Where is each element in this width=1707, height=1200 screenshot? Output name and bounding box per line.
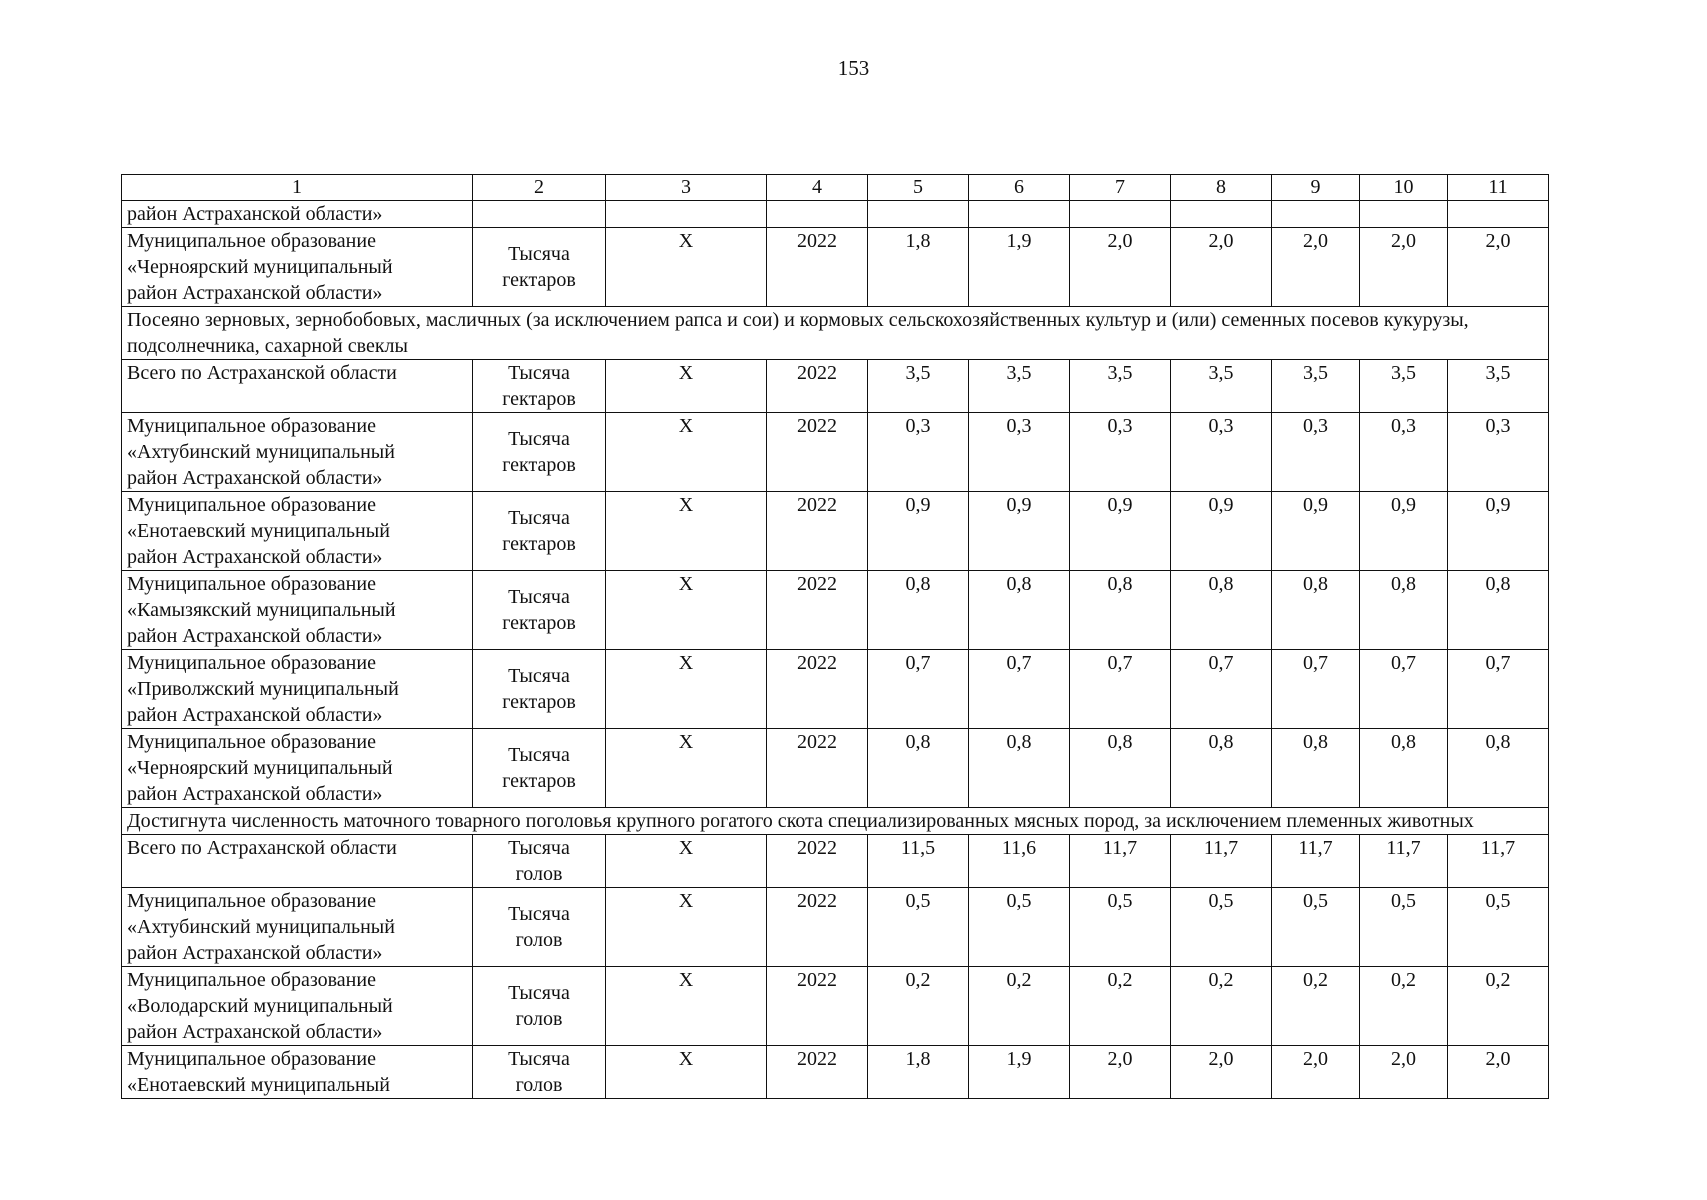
value-cell: 0,2 — [1171, 967, 1272, 1046]
value-cell: 11,5 — [868, 835, 969, 888]
table-row — [122, 650, 1549, 729]
value-cell: 1,9 — [969, 228, 1070, 307]
value-cell: 0,8 — [1171, 571, 1272, 650]
value-cell: 0,9 — [1360, 492, 1448, 571]
table-row — [122, 360, 1549, 413]
region-name-cell — [122, 201, 473, 228]
unit-line: Тысяча — [508, 665, 570, 687]
value-cell: 0,7 — [1171, 650, 1272, 729]
value-cell: 0,5 — [868, 888, 969, 967]
value-cell: 1,8 — [868, 228, 969, 307]
value-cell: 0,9 — [1448, 492, 1549, 571]
value-cell: 0,3 — [1171, 413, 1272, 492]
value-cell: 0,3 — [868, 413, 969, 492]
year-cell: 2022 — [767, 650, 868, 729]
value-cell — [1272, 201, 1360, 228]
value-cell: 3,5 — [868, 360, 969, 413]
region-name-line: «Ахтубинский муниципальный — [127, 916, 395, 938]
region-name-line: район Астраханской области» — [127, 942, 383, 964]
unit-cell — [473, 888, 606, 967]
value-cell: 0,2 — [1070, 967, 1171, 1046]
value-cell: 0,8 — [868, 571, 969, 650]
value-cell: 0,9 — [1171, 492, 1272, 571]
year-cell: 2022 — [767, 228, 868, 307]
value-cell: 0,7 — [1360, 650, 1448, 729]
header-cell: 1 — [122, 175, 473, 201]
unit-cell — [473, 492, 606, 571]
region-name-line: Всего по Астраханской области — [127, 837, 397, 859]
unit-cell — [473, 360, 606, 413]
unit-line: гектаров — [502, 691, 576, 713]
section-title: Посеяно зерновых, зернобобовых, масличных (за исключением рапса и сои) и кормовых сельскохозяйственных культур и (или) семенных посевов кукурузы, подсолнечника, сахарной свеклы — [122, 307, 1549, 360]
region-name-line: район Астраханской области» — [127, 625, 383, 647]
value-cell: 2,0 — [1070, 228, 1171, 307]
value-cell: 0,5 — [1070, 888, 1171, 967]
region-name-line: район Астраханской области» — [127, 783, 383, 805]
value-cell: 2,0 — [1448, 228, 1549, 307]
unit-line: Тысяча — [508, 586, 570, 608]
value-cell: 3,5 — [969, 360, 1070, 413]
header-cell: 11 — [1448, 175, 1549, 201]
region-name-cell — [122, 650, 473, 729]
value-cell: 2,0 — [1272, 228, 1360, 307]
year-cell: 2022 — [767, 571, 868, 650]
indicator-table — [121, 174, 1549, 1099]
table-row — [122, 201, 1549, 228]
unit-cell — [473, 571, 606, 650]
value-cell: 0,8 — [969, 729, 1070, 808]
unit-cell — [473, 650, 606, 729]
region-name-cell — [122, 360, 473, 413]
table-row — [122, 729, 1549, 808]
value-cell: 0,8 — [868, 729, 969, 808]
value-cell: 3,5 — [1448, 360, 1549, 413]
unit-line: голов — [515, 1008, 563, 1030]
column-3-cell: X — [606, 835, 767, 888]
value-cell: 0,8 — [1360, 729, 1448, 808]
unit-cell — [473, 967, 606, 1046]
value-cell: 11,7 — [1070, 835, 1171, 888]
region-name-line: Всего по Астраханской области — [127, 362, 397, 384]
unit-line: Тысяча — [508, 837, 570, 859]
unit-line: гектаров — [502, 269, 576, 291]
year-cell: 2022 — [767, 360, 868, 413]
region-name-line: «Енотаевский муниципальный — [127, 520, 390, 542]
region-name-cell — [122, 967, 473, 1046]
column-3-cell: X — [606, 571, 767, 650]
region-name-line: Муниципальное образование — [127, 652, 376, 674]
unit-line: Тысяча — [508, 507, 570, 529]
value-cell: 0,8 — [1070, 571, 1171, 650]
value-cell: 1,8 — [868, 1046, 969, 1099]
table-row — [122, 413, 1549, 492]
value-cell: 0,3 — [1272, 413, 1360, 492]
unit-line: гектаров — [502, 770, 576, 792]
page-number: 153 — [837, 56, 870, 80]
value-cell: 0,8 — [1272, 571, 1360, 650]
unit-line: гектаров — [502, 612, 576, 634]
value-cell: 2,0 — [1360, 1046, 1448, 1099]
year-cell: 2022 — [767, 967, 868, 1046]
value-cell: 2,0 — [1360, 228, 1448, 307]
value-cell: 0,8 — [1360, 571, 1448, 650]
unit-line: Тысяча — [508, 1048, 570, 1070]
unit-line: Тысяча — [508, 243, 570, 265]
year-cell: 2022 — [767, 413, 868, 492]
value-cell — [868, 201, 969, 228]
value-cell: 0,8 — [1070, 729, 1171, 808]
table-row — [122, 967, 1549, 1046]
region-name-line: «Енотаевский муниципальный — [127, 1074, 390, 1096]
unit-cell — [473, 228, 606, 307]
value-cell: 0,9 — [1070, 492, 1171, 571]
unit-line: гектаров — [502, 454, 576, 476]
value-cell: 0,2 — [969, 967, 1070, 1046]
value-cell: 11,7 — [1448, 835, 1549, 888]
region-name-line: «Камызякский муниципальный — [127, 599, 396, 621]
value-cell: 0,3 — [969, 413, 1070, 492]
region-name-cell — [122, 492, 473, 571]
column-3-cell: X — [606, 360, 767, 413]
unit-cell — [473, 413, 606, 492]
value-cell: 0,2 — [1360, 967, 1448, 1046]
value-cell: 3,5 — [1171, 360, 1272, 413]
column-3-cell: X — [606, 413, 767, 492]
table-row — [122, 835, 1549, 888]
value-cell: 0,9 — [868, 492, 969, 571]
header-cell: 8 — [1171, 175, 1272, 201]
unit-line: Тысяча — [508, 744, 570, 766]
unit-line: голов — [515, 929, 563, 951]
value-cell: 0,8 — [1448, 729, 1549, 808]
value-cell: 3,5 — [1272, 360, 1360, 413]
region-name-line: Муниципальное образование — [127, 415, 376, 437]
value-cell: 1,9 — [969, 1046, 1070, 1099]
value-cell: 0,5 — [969, 888, 1070, 967]
value-cell: 0,5 — [1360, 888, 1448, 967]
value-cell — [1448, 201, 1549, 228]
value-cell: 0,7 — [1272, 650, 1360, 729]
header-cell: 7 — [1070, 175, 1171, 201]
value-cell: 2,0 — [1272, 1046, 1360, 1099]
region-name-line: Муниципальное образование — [127, 890, 376, 912]
unit-line: гектаров — [502, 388, 576, 410]
column-3-cell — [606, 201, 767, 228]
region-name-line: «Черноярский муниципальный — [127, 256, 393, 278]
value-cell: 11,7 — [1360, 835, 1448, 888]
value-cell: 11,6 — [969, 835, 1070, 888]
section-row — [122, 808, 1549, 835]
region-name-cell — [122, 228, 473, 307]
region-name-line: «Черноярский муниципальный — [127, 757, 393, 779]
unit-line: Тысяча — [508, 428, 570, 450]
value-cell — [1171, 201, 1272, 228]
value-cell: 0,2 — [1272, 967, 1360, 1046]
header-cell: 4 — [767, 175, 868, 201]
value-cell: 2,0 — [1448, 1046, 1549, 1099]
table-row — [122, 228, 1549, 307]
value-cell — [969, 201, 1070, 228]
region-name-line: Муниципальное образование — [127, 969, 376, 991]
value-cell: 0,3 — [1448, 413, 1549, 492]
unit-line: гектаров — [502, 533, 576, 555]
region-name-cell — [122, 413, 473, 492]
unit-line: Тысяча — [508, 982, 570, 1004]
unit-cell — [473, 201, 606, 228]
unit-line: Тысяча — [508, 903, 570, 925]
value-cell: 2,0 — [1070, 1046, 1171, 1099]
unit-line: голов — [515, 1074, 563, 1096]
table-row — [122, 571, 1549, 650]
value-cell: 0,5 — [1171, 888, 1272, 967]
value-cell: 3,5 — [1070, 360, 1171, 413]
header-cell: 6 — [969, 175, 1070, 201]
value-cell: 0,8 — [1272, 729, 1360, 808]
year-cell — [767, 201, 868, 228]
column-3-cell: X — [606, 228, 767, 307]
header-cell: 5 — [868, 175, 969, 201]
region-name-line: «Володарский муниципальный — [127, 995, 393, 1017]
header-cell: 2 — [473, 175, 606, 201]
region-name-line: «Приволжский муниципальный — [127, 678, 399, 700]
table-row — [122, 492, 1549, 571]
column-3-cell: X — [606, 967, 767, 1046]
year-cell: 2022 — [767, 1046, 868, 1099]
value-cell: 0,7 — [1448, 650, 1549, 729]
region-name-line: Муниципальное образование — [127, 494, 376, 516]
header-cell: 9 — [1272, 175, 1360, 201]
year-cell: 2022 — [767, 888, 868, 967]
column-3-cell: X — [606, 650, 767, 729]
column-3-cell: X — [606, 492, 767, 571]
section-title: Достигнута численность маточного товарного поголовья крупного рогатого скота специализированных мясных пород, за исключением племенных животных — [122, 808, 1549, 835]
region-name-cell — [122, 729, 473, 808]
region-name-line: район Астраханской области» — [127, 1021, 383, 1043]
unit-cell — [473, 835, 606, 888]
value-cell: 3,5 — [1360, 360, 1448, 413]
value-cell: 0,3 — [1070, 413, 1171, 492]
value-cell: 0,5 — [1272, 888, 1360, 967]
region-name-line: район Астраханской области» — [127, 282, 383, 304]
region-name-line: Муниципальное образование — [127, 230, 376, 252]
region-name-line: «Ахтубинский муниципальный — [127, 441, 395, 463]
value-cell: 0,9 — [1272, 492, 1360, 571]
value-cell: 0,9 — [969, 492, 1070, 571]
region-name-line: район Астраханской области» — [127, 704, 383, 726]
region-name-cell — [122, 835, 473, 888]
unit-line: голов — [515, 863, 563, 885]
header-cell: 10 — [1360, 175, 1448, 201]
value-cell: 11,7 — [1171, 835, 1272, 888]
unit-line: Тысяча — [508, 362, 570, 384]
value-cell: 2,0 — [1171, 228, 1272, 307]
value-cell: 11,7 — [1272, 835, 1360, 888]
year-cell: 2022 — [767, 729, 868, 808]
column-3-cell: X — [606, 1046, 767, 1099]
year-cell: 2022 — [767, 492, 868, 571]
value-cell: 0,3 — [1360, 413, 1448, 492]
region-name-cell — [122, 571, 473, 650]
value-cell — [1360, 201, 1448, 228]
table-row — [122, 1046, 1549, 1099]
value-cell: 0,8 — [969, 571, 1070, 650]
value-cell: 0,5 — [1448, 888, 1549, 967]
column-3-cell: X — [606, 729, 767, 808]
column-3-cell: X — [606, 888, 767, 967]
year-cell: 2022 — [767, 835, 868, 888]
value-cell: 0,2 — [1448, 967, 1549, 1046]
unit-cell — [473, 729, 606, 808]
region-name-line: Муниципальное образование — [127, 731, 376, 753]
value-cell: 0,8 — [1448, 571, 1549, 650]
value-cell: 0,2 — [868, 967, 969, 1046]
region-name-cell — [122, 888, 473, 967]
header-cell: 3 — [606, 175, 767, 201]
table-row — [122, 888, 1549, 967]
region-name-line: район Астраханской области» — [127, 546, 383, 568]
region-name-line: район Астраханской области» — [127, 467, 383, 489]
unit-cell — [473, 1046, 606, 1099]
region-name-line: Муниципальное образование — [127, 1048, 376, 1070]
value-cell: 2,0 — [1171, 1046, 1272, 1099]
region-name-cell — [122, 1046, 473, 1099]
header-row — [122, 175, 1549, 201]
section-row — [122, 307, 1549, 360]
value-cell: 0,7 — [1070, 650, 1171, 729]
value-cell: 0,8 — [1171, 729, 1272, 808]
value-cell: 0,7 — [969, 650, 1070, 729]
value-cell — [1070, 201, 1171, 228]
region-name-line: Муниципальное образование — [127, 573, 376, 595]
region-name-line: район Астраханской области» — [127, 203, 383, 225]
value-cell: 0,7 — [868, 650, 969, 729]
